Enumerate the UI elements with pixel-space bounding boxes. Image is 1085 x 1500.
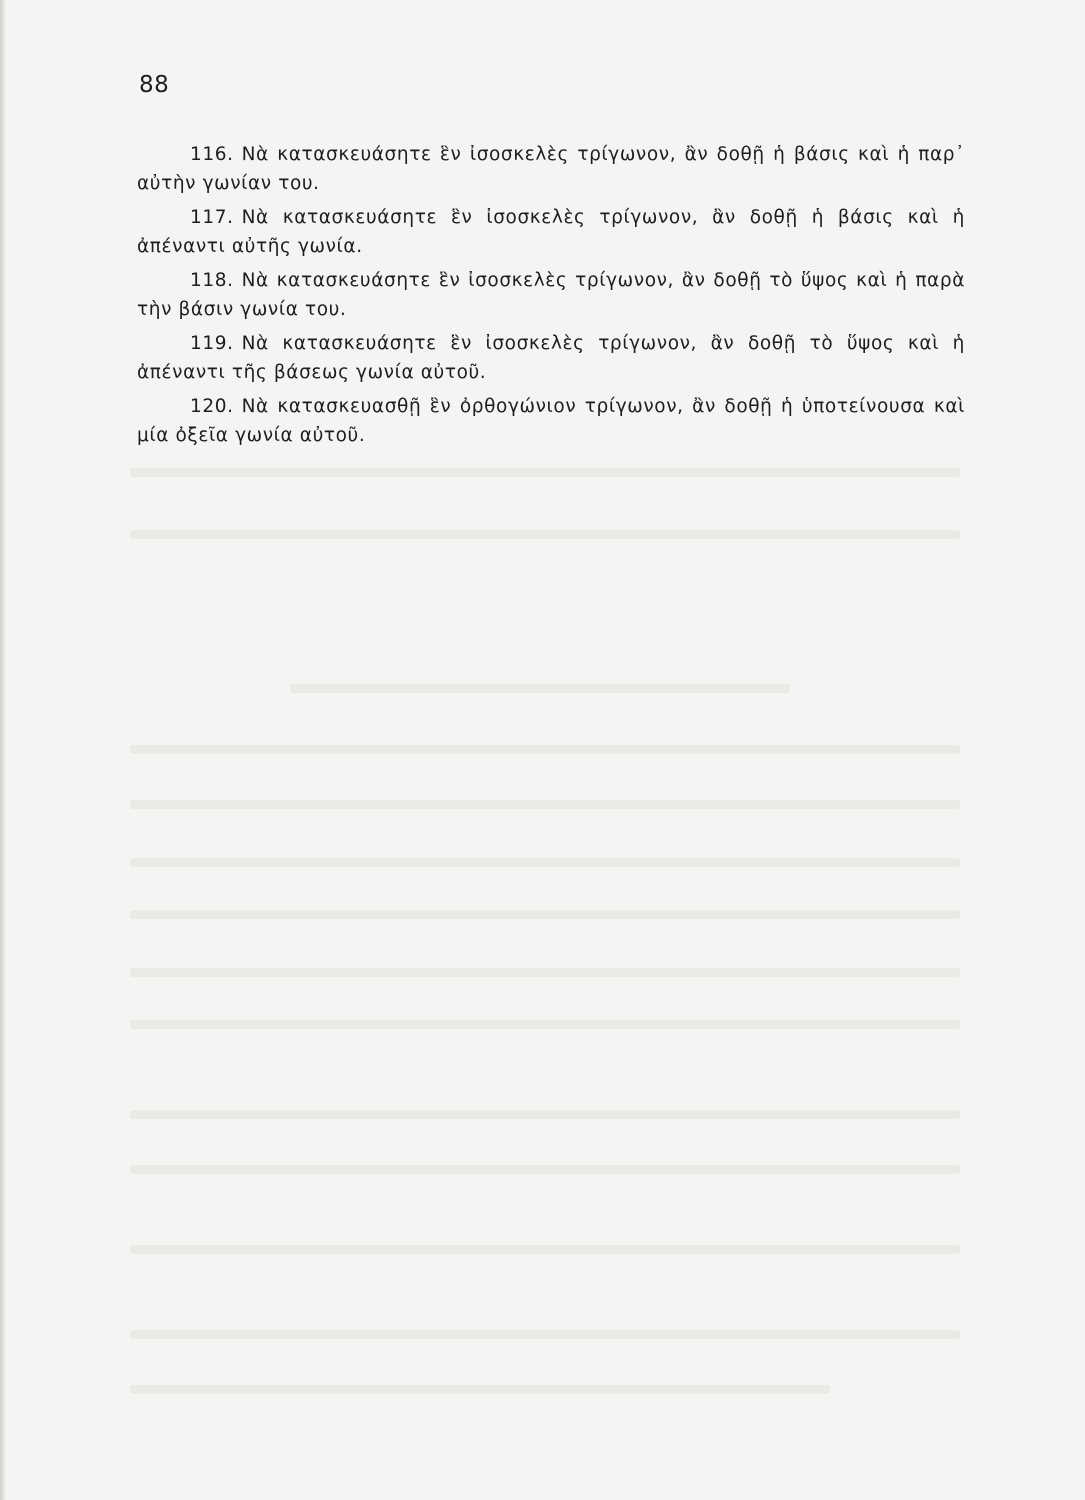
exercise-text: Νὰ κατασκευάσητε ἓν ἰσοσκελὲς τρίγωνον, ἂν δοθῇ ἡ βάσις καὶ ἡ ἀπέναντι αὐτῆς γωνία.: [137, 207, 965, 257]
binding-edge: [0, 0, 6, 1500]
exercise-list: [137, 140, 965, 455]
exercise-text: Νὰ κατασκευάσητε ἓν ἰσοσκελὲς τρίγωνον, ἂν δοθῇ τὸ ὕψος καὶ ἡ παρὰ τὴν βάσιν γωνία του.: [137, 270, 965, 320]
exercise-120: [137, 392, 965, 450]
exercise-117: [137, 203, 965, 261]
exercise-text: Νὰ κατασκευασθῇ ἓν ὀρθογώνιον τρίγωνον, ἂν δοθῇ ἡ ὑποτείνουσα καὶ μία ὀξεῖα γωνία αὐτοῦ.: [137, 396, 965, 446]
bleed-through-line: [130, 1245, 960, 1254]
bleed-through-line: [130, 530, 960, 539]
exercise-number: 119.: [190, 333, 234, 354]
bleed-through-line: [130, 858, 960, 867]
exercise-118: [137, 266, 965, 324]
bleed-through-line: [130, 1330, 960, 1339]
bleed-through-line: [130, 1385, 830, 1394]
exercise-number: 120.: [190, 396, 234, 417]
exercise-number: 118.: [190, 270, 234, 291]
bleed-through-line: [130, 800, 960, 809]
bleed-through-line: [130, 1165, 960, 1174]
exercise-116: [137, 140, 965, 198]
exercise-119: [137, 329, 965, 387]
bleed-through-line: [290, 684, 790, 693]
page-number: 88: [139, 72, 170, 98]
exercise-number: 116.: [190, 144, 234, 165]
bleed-through-line: [130, 910, 960, 919]
bleed-through-line: [130, 468, 960, 477]
bleed-through-line: [130, 968, 960, 977]
bleed-through-line: [130, 745, 960, 754]
exercise-text: Νὰ κατασκευάσητε ἓν ἰσοσκελὲς τρίγωνον, ἂν δοθῇ ἡ βάσις καὶ ἡ παρ᾽ αὐτὴν γωνίαν του.: [137, 144, 965, 194]
bleed-through-line: [130, 1020, 960, 1029]
exercise-number: 117.: [190, 207, 234, 228]
bleed-through-line: [130, 1110, 960, 1119]
exercise-text: Νὰ κατασκευάσητε ἓν ἰσοσκελὲς τρίγωνον, ἂν δοθῇ τὸ ὕψος καὶ ἡ ἀπέναντι τῆς βάσεως γωνία αὐτοῦ.: [137, 333, 965, 383]
